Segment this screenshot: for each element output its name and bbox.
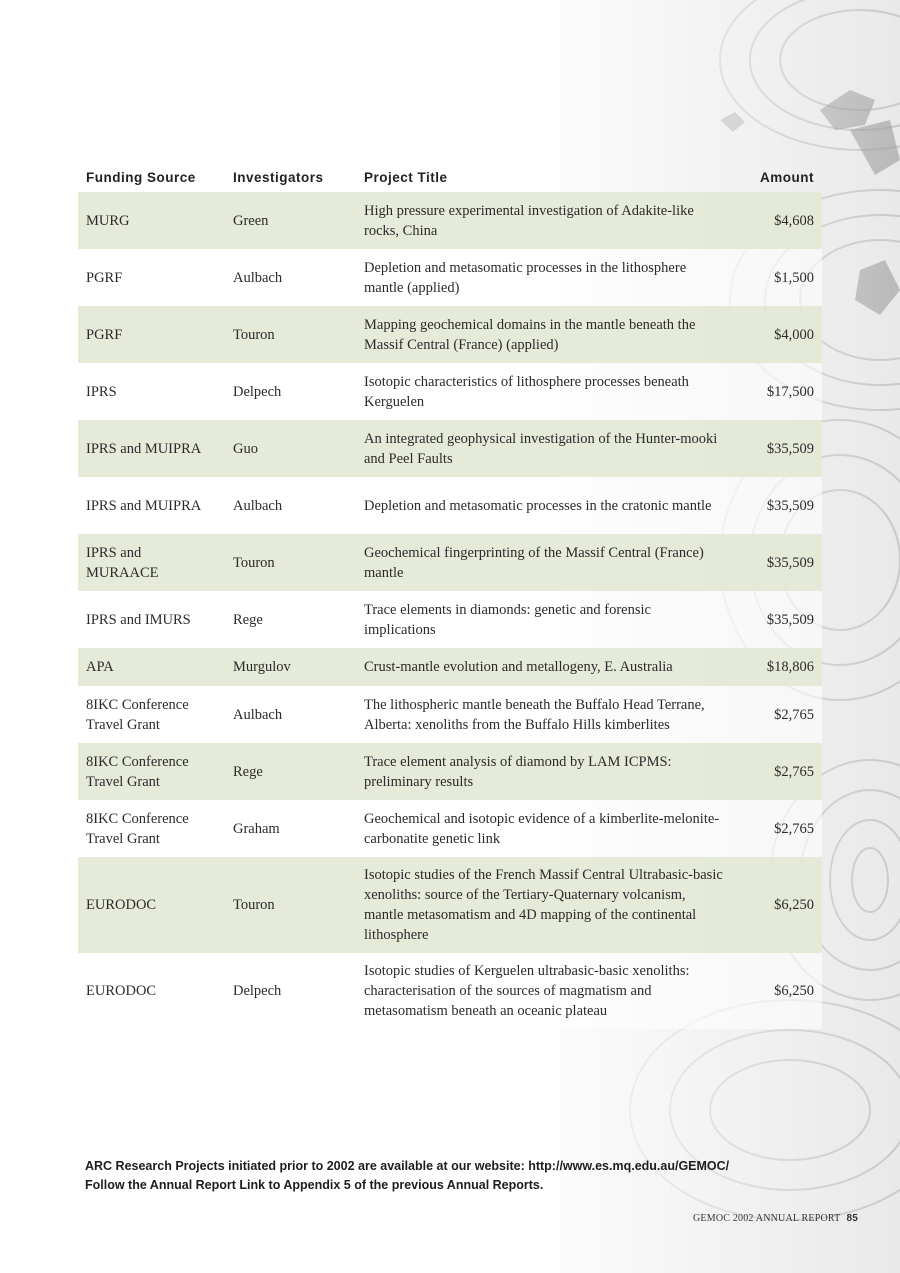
cell-funding-source: IPRS and MURAACE (78, 534, 225, 591)
table-row (78, 686, 822, 743)
report-footer (693, 1213, 858, 1224)
cell-investigator: Aulbach (225, 686, 356, 743)
cell-amount: $6,250 (732, 857, 822, 953)
cell-funding-source: APA (78, 648, 225, 686)
cell-funding-source: PGRF (78, 306, 225, 363)
cell-investigator: Touron (225, 857, 356, 953)
cell-project-title: An integrated geophysical investigation of the Hunter-mooki and Peel Faults (356, 420, 732, 477)
cell-funding-source: PGRF (78, 249, 225, 306)
cell-project-title: Geochemical and isotopic evidence of a kimberlite-melonite-carbonatite genetic link (356, 800, 732, 857)
cell-investigator: Aulbach (225, 249, 356, 306)
cell-project-title: Isotopic studies of Kerguelen ultrabasic-basic xenoliths: characterisation of the sources of magmatism and metasomatism beneath an oceanic plateau (356, 953, 732, 1029)
cell-amount: $1,500 (732, 249, 822, 306)
page-number: 85 (846, 1213, 858, 1224)
cell-amount: $4,608 (732, 192, 822, 249)
cell-investigator: Delpech (225, 953, 356, 1029)
cell-project-title: Trace element analysis of diamond by LAM ICPMS: preliminary results (356, 743, 732, 800)
cell-investigator: Guo (225, 420, 356, 477)
header-project-title: Project Title (364, 169, 448, 185)
website-note-line1: ARC Research Projects initiated prior to 2002 are available at our website: http://www.es.mq.edu.au/GEMOC/ (85, 1159, 730, 1173)
table-row (78, 857, 822, 953)
table-header-row (78, 162, 822, 192)
table-row (78, 363, 822, 420)
cell-amount: $2,765 (732, 686, 822, 743)
cell-project-title: Mapping geochemical domains in the mantle beneath the Massif Central (France) (applied) (356, 306, 732, 363)
cell-funding-source: 8IKC Conference Travel Grant (78, 800, 225, 857)
cell-project-title: Isotopic studies of the French Massif Central Ultrabasic-basic xenoliths: source of the Tertiary-Quaternary volcanism, mantle metasomatism and 4D mapping of the continental lithosphere (356, 857, 732, 953)
table-row (78, 953, 822, 1029)
table-row (78, 477, 822, 534)
cell-investigator: Aulbach (225, 477, 356, 534)
cell-investigator: Green (225, 192, 356, 249)
cell-investigator: Murgulov (225, 648, 356, 686)
website-note-line2: Follow the Annual Report Link to Appendix 5 of the previous Annual Reports. (85, 1178, 544, 1192)
cell-investigator: Touron (225, 534, 356, 591)
cell-investigator: Graham (225, 800, 356, 857)
cell-amount: $18,806 (732, 648, 822, 686)
cell-project-title: The lithospheric mantle beneath the Buffalo Head Terrane, Alberta: xenoliths from the Buffalo Hills kimberlites (356, 686, 732, 743)
cell-funding-source: EURODOC (78, 953, 225, 1029)
cell-amount: $2,765 (732, 743, 822, 800)
cell-project-title: Isotopic characteristics of lithosphere processes beneath Kerguelen (356, 363, 732, 420)
cell-funding-source: IPRS and MUIPRA (78, 477, 225, 534)
cell-amount: $6,250 (732, 953, 822, 1029)
cell-investigator: Rege (225, 591, 356, 648)
table-row (78, 420, 822, 477)
cell-investigator: Rege (225, 743, 356, 800)
cell-amount: $35,509 (732, 591, 822, 648)
cell-investigator: Touron (225, 306, 356, 363)
cell-funding-source: 8IKC Conference Travel Grant (78, 686, 225, 743)
cell-project-title: High pressure experimental investigation of Adakite-like rocks, China (356, 192, 732, 249)
table-row (78, 306, 822, 363)
cell-project-title: Geochemical fingerprinting of the Massif Central (France) mantle (356, 534, 732, 591)
cell-project-title: Depletion and metasomatic processes in the cratonic mantle (356, 477, 732, 534)
cell-project-title: Depletion and metasomatic processes in the lithosphere mantle (applied) (356, 249, 732, 306)
cell-funding-source: IPRS and MUIPRA (78, 420, 225, 477)
cell-amount: $35,509 (732, 477, 822, 534)
cell-funding-source: EURODOC (78, 857, 225, 953)
website-note (85, 1157, 805, 1195)
cell-funding-source: MURG (78, 192, 225, 249)
table-row (78, 648, 822, 686)
cell-amount: $17,500 (732, 363, 822, 420)
cell-project-title: Trace elements in diamonds: genetic and forensic implications (356, 591, 732, 648)
table-row (78, 534, 822, 591)
table-row (78, 800, 822, 857)
cell-amount: $4,000 (732, 306, 822, 363)
cell-funding-source: 8IKC Conference Travel Grant (78, 743, 225, 800)
cell-funding-source: IPRS and IMURS (78, 591, 225, 648)
funding-table (78, 162, 822, 1029)
cell-amount: $35,509 (732, 420, 822, 477)
table-row (78, 591, 822, 648)
cell-amount: $35,509 (732, 534, 822, 591)
cell-amount: $2,765 (732, 800, 822, 857)
table-row (78, 743, 822, 800)
cell-project-title: Crust-mantle evolution and metallogeny, E. Australia (356, 648, 732, 686)
header-funding-source: Funding Source (86, 169, 196, 185)
table-row (78, 249, 822, 306)
report-footer-label: GEMOC 2002 ANNUAL REPORT (693, 1213, 841, 1224)
cell-funding-source: IPRS (78, 363, 225, 420)
cell-investigator: Delpech (225, 363, 356, 420)
header-investigators: Investigators (233, 169, 324, 185)
header-amount: Amount (760, 169, 814, 185)
table-row (78, 192, 822, 249)
